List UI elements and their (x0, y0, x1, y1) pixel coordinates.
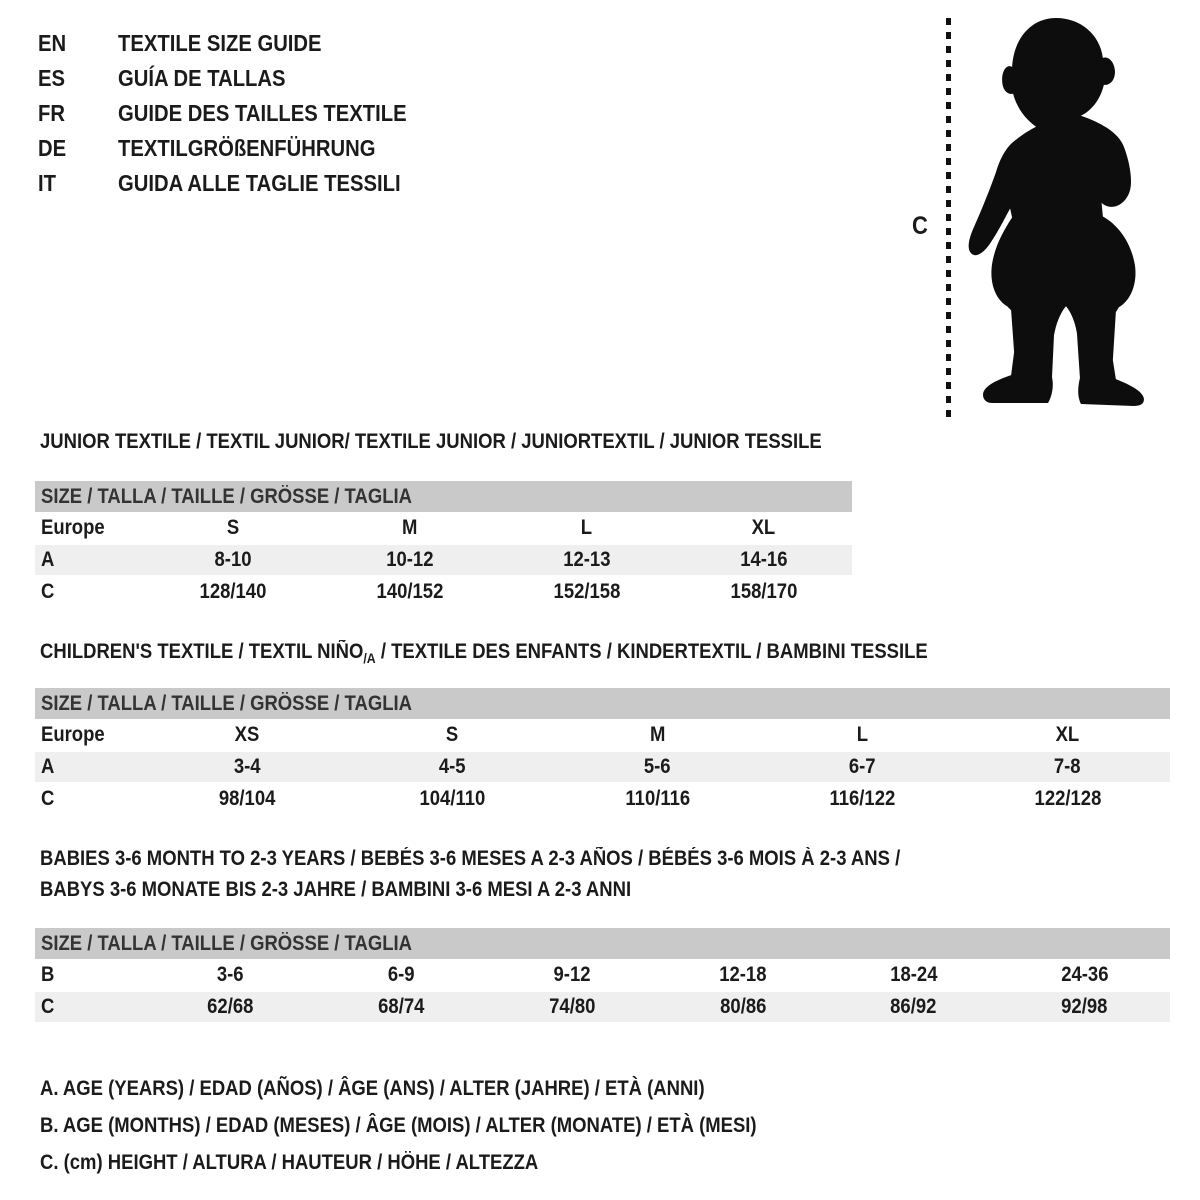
row-label: B (41, 963, 55, 986)
children-size-table (35, 718, 1170, 816)
language-title: GUIDE DES TAILLES TEXTILE (118, 100, 407, 126)
language-row (38, 61, 446, 96)
size-cell: 4-5 (439, 755, 466, 778)
size-cell: 14-16 (739, 548, 788, 571)
size-cell: 18-24 (890, 963, 938, 986)
toddler-silhouette-icon (960, 16, 1150, 410)
size-cell: 110/116 (625, 787, 690, 810)
footnote-a: A. AGE (YEARS) / EDAD (AÑOS) / ÂGE (ANS) / ALTER (JAHRE) / ETÀ (ANNI) (40, 1077, 705, 1100)
nino-a-sub: /A (363, 650, 376, 667)
size-table-header (35, 688, 1170, 719)
size-cell: S (227, 516, 240, 539)
size-table-header-text: SIZE / TALLA / TAILLE / GRÖSSE / TAGLIA (41, 692, 412, 715)
table-row (35, 784, 1170, 814)
size-cell: 9-12 (553, 963, 591, 986)
size-cell: 62/68 (207, 995, 254, 1018)
junior-size-table (35, 511, 852, 609)
table-row (35, 992, 1170, 1022)
table-row (35, 577, 852, 607)
size-table-header-text: SIZE / TALLA / TAILLE / GRÖSSE / TAGLIA (41, 932, 412, 955)
size-cell: 152/158 (553, 580, 621, 603)
language-code: DE (38, 135, 67, 161)
footnotes (40, 1070, 854, 1181)
size-cell: 92/98 (1061, 995, 1108, 1018)
footnote-b: B. AGE (MONTHS) / EDAD (MESES) / ÂGE (MOIS) / ALTER (MONATE) / ETÀ (MESI) (40, 1114, 757, 1137)
footnote-c: C. (cm) HEIGHT / ALTURA / HAUTEUR / HÖHE / ALTEZZA (40, 1151, 539, 1174)
row-label: A (41, 548, 55, 571)
size-cell: 68/74 (378, 995, 425, 1018)
size-cell: 12-18 (719, 963, 767, 986)
table-row (35, 960, 1170, 990)
size-cell: 10-12 (386, 548, 434, 571)
language-title: GUÍA DE TALLAS (118, 65, 286, 91)
size-cell: M (649, 723, 666, 746)
row-label: C (41, 787, 55, 810)
size-cell: XL (751, 516, 776, 539)
size-cell: 3-6 (217, 963, 244, 986)
size-cell: L (581, 516, 593, 539)
size-cell: XS (235, 723, 260, 746)
language-row (38, 26, 446, 61)
table-row (35, 545, 852, 575)
size-cell: L (856, 723, 869, 746)
section-title-line2: BABYS 3-6 MONATE BIS 2-3 JAHRE / BAMBINI 3-6 MESI A 2-3 ANNI (40, 878, 632, 901)
size-cell: 12-13 (563, 548, 611, 571)
language-code: IT (38, 170, 56, 196)
height-measure-label: C (912, 212, 928, 240)
height-measure-figure (900, 14, 1160, 424)
size-cell: 128/140 (199, 580, 267, 603)
language-code: ES (38, 65, 66, 91)
section-title-text: JUNIOR TEXTILE / TEXTIL JUNIOR/ TEXTILE JUNIOR / JUNIORTEXTIL / JUNIOR TESSILE (40, 430, 822, 453)
language-code: EN (38, 30, 67, 56)
size-cell: 140/152 (376, 580, 444, 603)
language-row (38, 131, 446, 166)
language-legend (38, 26, 446, 201)
size-cell: S (446, 723, 459, 746)
language-title: GUIDA ALLE TAGLIE TESSILI (118, 170, 401, 196)
table-row (35, 720, 1170, 750)
size-cell: M (402, 516, 418, 539)
size-cell: 104/110 (419, 787, 486, 810)
section-title (40, 847, 1018, 901)
section-title-text: CHILDREN'S TEXTILE / TEXTIL $NIÑO_{/A}$ / TEXTILE DES ENFANTS / KINDERTEXTIL / BAMBINI TESSILE (40, 640, 928, 667)
size-cell: 6-7 (849, 755, 876, 778)
size-cell: 98/104 (219, 787, 276, 810)
size-cell: 5-6 (644, 755, 671, 778)
size-cell: 24-36 (1060, 963, 1109, 986)
size-cell: XL (1055, 723, 1080, 746)
size-cell: 80/86 (719, 995, 767, 1018)
size-cell: 86/92 (890, 995, 937, 1018)
section-title (40, 430, 928, 454)
height-dashed-line-icon (946, 18, 951, 418)
language-row (38, 166, 446, 201)
language-row (38, 96, 446, 131)
row-label: A (41, 755, 55, 778)
language-title: TEXTILE SIZE GUIDE (118, 30, 322, 56)
row-label: Europe (41, 516, 105, 539)
language-title: TEXTILGRÖßENFÜHRUNG (118, 135, 376, 161)
size-cell: 158/170 (730, 580, 798, 603)
language-code: FR (38, 100, 65, 126)
babies-size-table (35, 958, 1170, 1024)
size-cell: 116/122 (829, 787, 896, 810)
size-cell: 7-8 (1054, 755, 1081, 778)
size-table-header (35, 481, 852, 512)
row-label: C (41, 995, 55, 1018)
size-table-header-text: SIZE / TALLA / TAILLE / GRÖSSE / TAGLIA (41, 485, 412, 508)
size-cell: 74/80 (548, 995, 596, 1018)
row-label: Europe (41, 723, 105, 746)
section-title-line1: BABIES 3-6 MONTH TO 2-3 YEARS / BEBÉS 3-6 MESES A 2-3 AÑOS / BÉBÉS 3-6 MOIS À 2-3 ANS / (40, 847, 901, 870)
size-cell: 122/128 (1034, 787, 1101, 810)
size-table-header (35, 928, 1170, 959)
size-cell: 6-9 (387, 963, 415, 986)
row-label: C (41, 580, 55, 603)
size-cell: 3-4 (234, 755, 261, 778)
table-row (35, 752, 1170, 782)
section-title (40, 640, 1049, 666)
size-cell: 8-10 (214, 548, 252, 571)
table-row (35, 513, 852, 543)
